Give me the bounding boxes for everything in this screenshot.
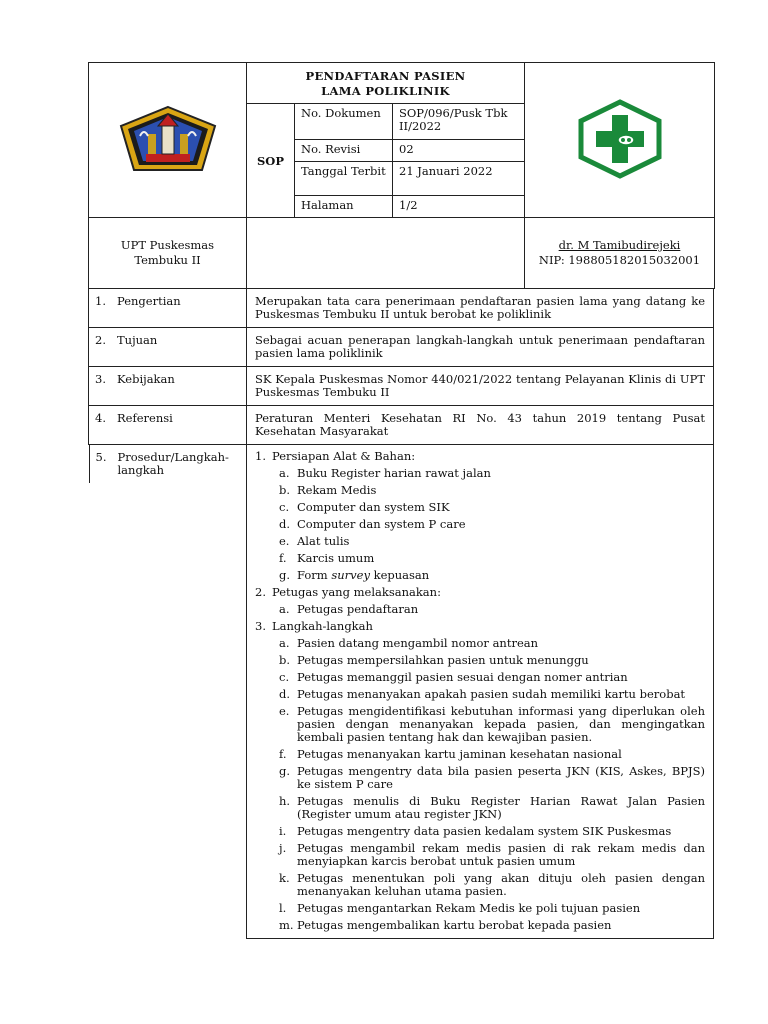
signer-cell (525, 218, 715, 289)
section-label: Kebijakan (117, 372, 175, 386)
section-label: Pengertian (117, 294, 181, 308)
section-text: Peraturan Menteri Kesehatan RI No. 43 tahun 2019 tentang Pusat Kesehatan Masyarakat (247, 406, 714, 445)
step-number: 1. (255, 449, 266, 463)
meta-label-no-revisi: No. Revisi (295, 140, 393, 162)
title-line-1: PENDAFTARAN PASIEN (305, 69, 466, 83)
list-item: e. Petugas mengidentifikasi kebutuhan informasi yang diperlukan oleh pasien dengan menanyakan kepada pasien, dan mengingatkan kembali pasien tentang hak dan kewajiban pasien. (279, 704, 705, 744)
regency-emblem-icon (118, 104, 218, 174)
step-title: Persiapan Alat & Bahan: (272, 449, 416, 463)
list-item: k. Petugas menentukan poli yang akan dituju oleh pasien dengan menanyakan keluhan utama pasien. (279, 871, 705, 898)
section-label: Referensi (117, 411, 173, 425)
section-text: Sebagai acuan penerapan langkah-langkah untuk penerimaan pendaftaran pasien lama poliklinik (247, 328, 714, 367)
step-title: Langkah-langkah (272, 619, 373, 633)
list-item: g. Petugas mengentry data bila pasien peserta JKN (KIS, Askes, BPJS) ke sistem P care (279, 764, 705, 791)
puskesmas-logo-icon (575, 99, 665, 179)
section-row-tujuan (89, 328, 714, 367)
step-title: Petugas yang melaksanakan: (272, 585, 441, 599)
section-row-prosedur (89, 445, 714, 939)
list-item: f. Petugas menanyakan kartu jaminan kesehatan nasional (279, 747, 622, 761)
procedure-step (255, 620, 705, 633)
section-row-kebijakan (89, 367, 714, 406)
signer-nip: NIP: 198805182015032001 (538, 253, 701, 267)
section-text: Merupakan tata cara penerimaan pendaftaran pasien lama yang datang ke Puskesmas Tembuku II untuk berobat ke poliklinik (247, 289, 714, 328)
section-number: 4. (95, 411, 106, 425)
section-number: 2. (95, 333, 106, 347)
title-line-2: LAMA POLIKLINIK (321, 84, 450, 98)
procedure-content (247, 445, 714, 939)
section-row-referensi (89, 406, 714, 445)
list-item: d. Computer dan system P care (279, 517, 466, 531)
meta-label-no-dokumen: No. Dokumen (295, 104, 393, 140)
org-line-2: Tembuku II (134, 253, 201, 267)
section-label: Tujuan (117, 333, 158, 347)
section-label: Prosedur/Langkah-langkah (117, 450, 229, 477)
list-item: m. Petugas mengembalikan kartu berobat kepada pasien (279, 918, 612, 932)
list-item: l. Petugas mengantarkan Rekam Medis ke poli tujuan pasien (279, 901, 641, 915)
step-number: 3. (255, 619, 266, 633)
list-item: f. Karcis umum (279, 551, 375, 565)
list-item: j. Petugas mengambil rekam medis pasien di rak rekam medis dan menyiapkan karcis berobat untuk pasien umum (279, 841, 705, 868)
org-line-1: UPT Puskesmas (120, 238, 215, 252)
list-item: a. Pasien datang mengambil nomor antrean (279, 636, 539, 650)
procedure-step (255, 586, 705, 599)
meta-value-no-revisi: 02 (393, 140, 525, 162)
list-item: d. Petugas menanyakan apakah pasien sudah memiliki kartu berobat (279, 687, 686, 701)
meta-value-no-dokumen: SOP/096/Pusk Tbk II/2022 (393, 104, 525, 140)
list-item: b. Rekam Medis (279, 483, 377, 497)
list-item: b. Petugas mempersilahkan pasien untuk menunggu (279, 653, 589, 667)
document-title (247, 63, 525, 104)
puskesmas-logo-cell (525, 63, 715, 218)
section-number: 3. (95, 372, 106, 386)
sop-label: SOP (247, 104, 295, 218)
step-number: 2. (255, 585, 266, 599)
list-item: c. Petugas memanggil pasien sesuai dengan nomer antrian (279, 670, 628, 684)
regency-logo-cell (89, 63, 247, 218)
meta-value-tanggal-terbit: 21 Januari 2022 (393, 162, 525, 196)
procedure-step (255, 450, 705, 463)
list-item: c. Computer dan system SIK (279, 500, 450, 514)
list-item: i. Petugas mengentry data pasien kedalam system SIK Puskesmas (279, 824, 672, 838)
section-number: 5. (95, 450, 107, 464)
meta-value-halaman: 1/2 (393, 196, 525, 218)
organization-cell (89, 218, 247, 289)
sop-header-table (88, 62, 715, 289)
signature-blank-cell (247, 218, 525, 289)
section-number: 1. (95, 294, 106, 308)
list-item: a. Buku Register harian rawat jalan (279, 466, 491, 480)
list-item: g. Form survey kepuasan (279, 568, 430, 582)
sop-document (88, 62, 714, 939)
signer-name: dr. M Tamibudirejeki (558, 238, 681, 252)
list-item: e. Alat tulis (279, 534, 350, 548)
sop-body-table (88, 288, 714, 939)
meta-label-tanggal-terbit: Tanggal Terbit (295, 162, 393, 196)
meta-label-halaman: Halaman (295, 196, 393, 218)
list-item: a. Petugas pendaftaran (279, 602, 419, 616)
section-text: SK Kepala Puskesmas Nomor 440/021/2022 tentang Pelayanan Klinis di UPT Puskesmas Tembuku II (247, 367, 714, 406)
list-item: h. Petugas menulis di Buku Register Harian Rawat Jalan Pasien (Register umum atau register JKN) (279, 794, 705, 821)
section-row-pengertian (89, 289, 714, 328)
